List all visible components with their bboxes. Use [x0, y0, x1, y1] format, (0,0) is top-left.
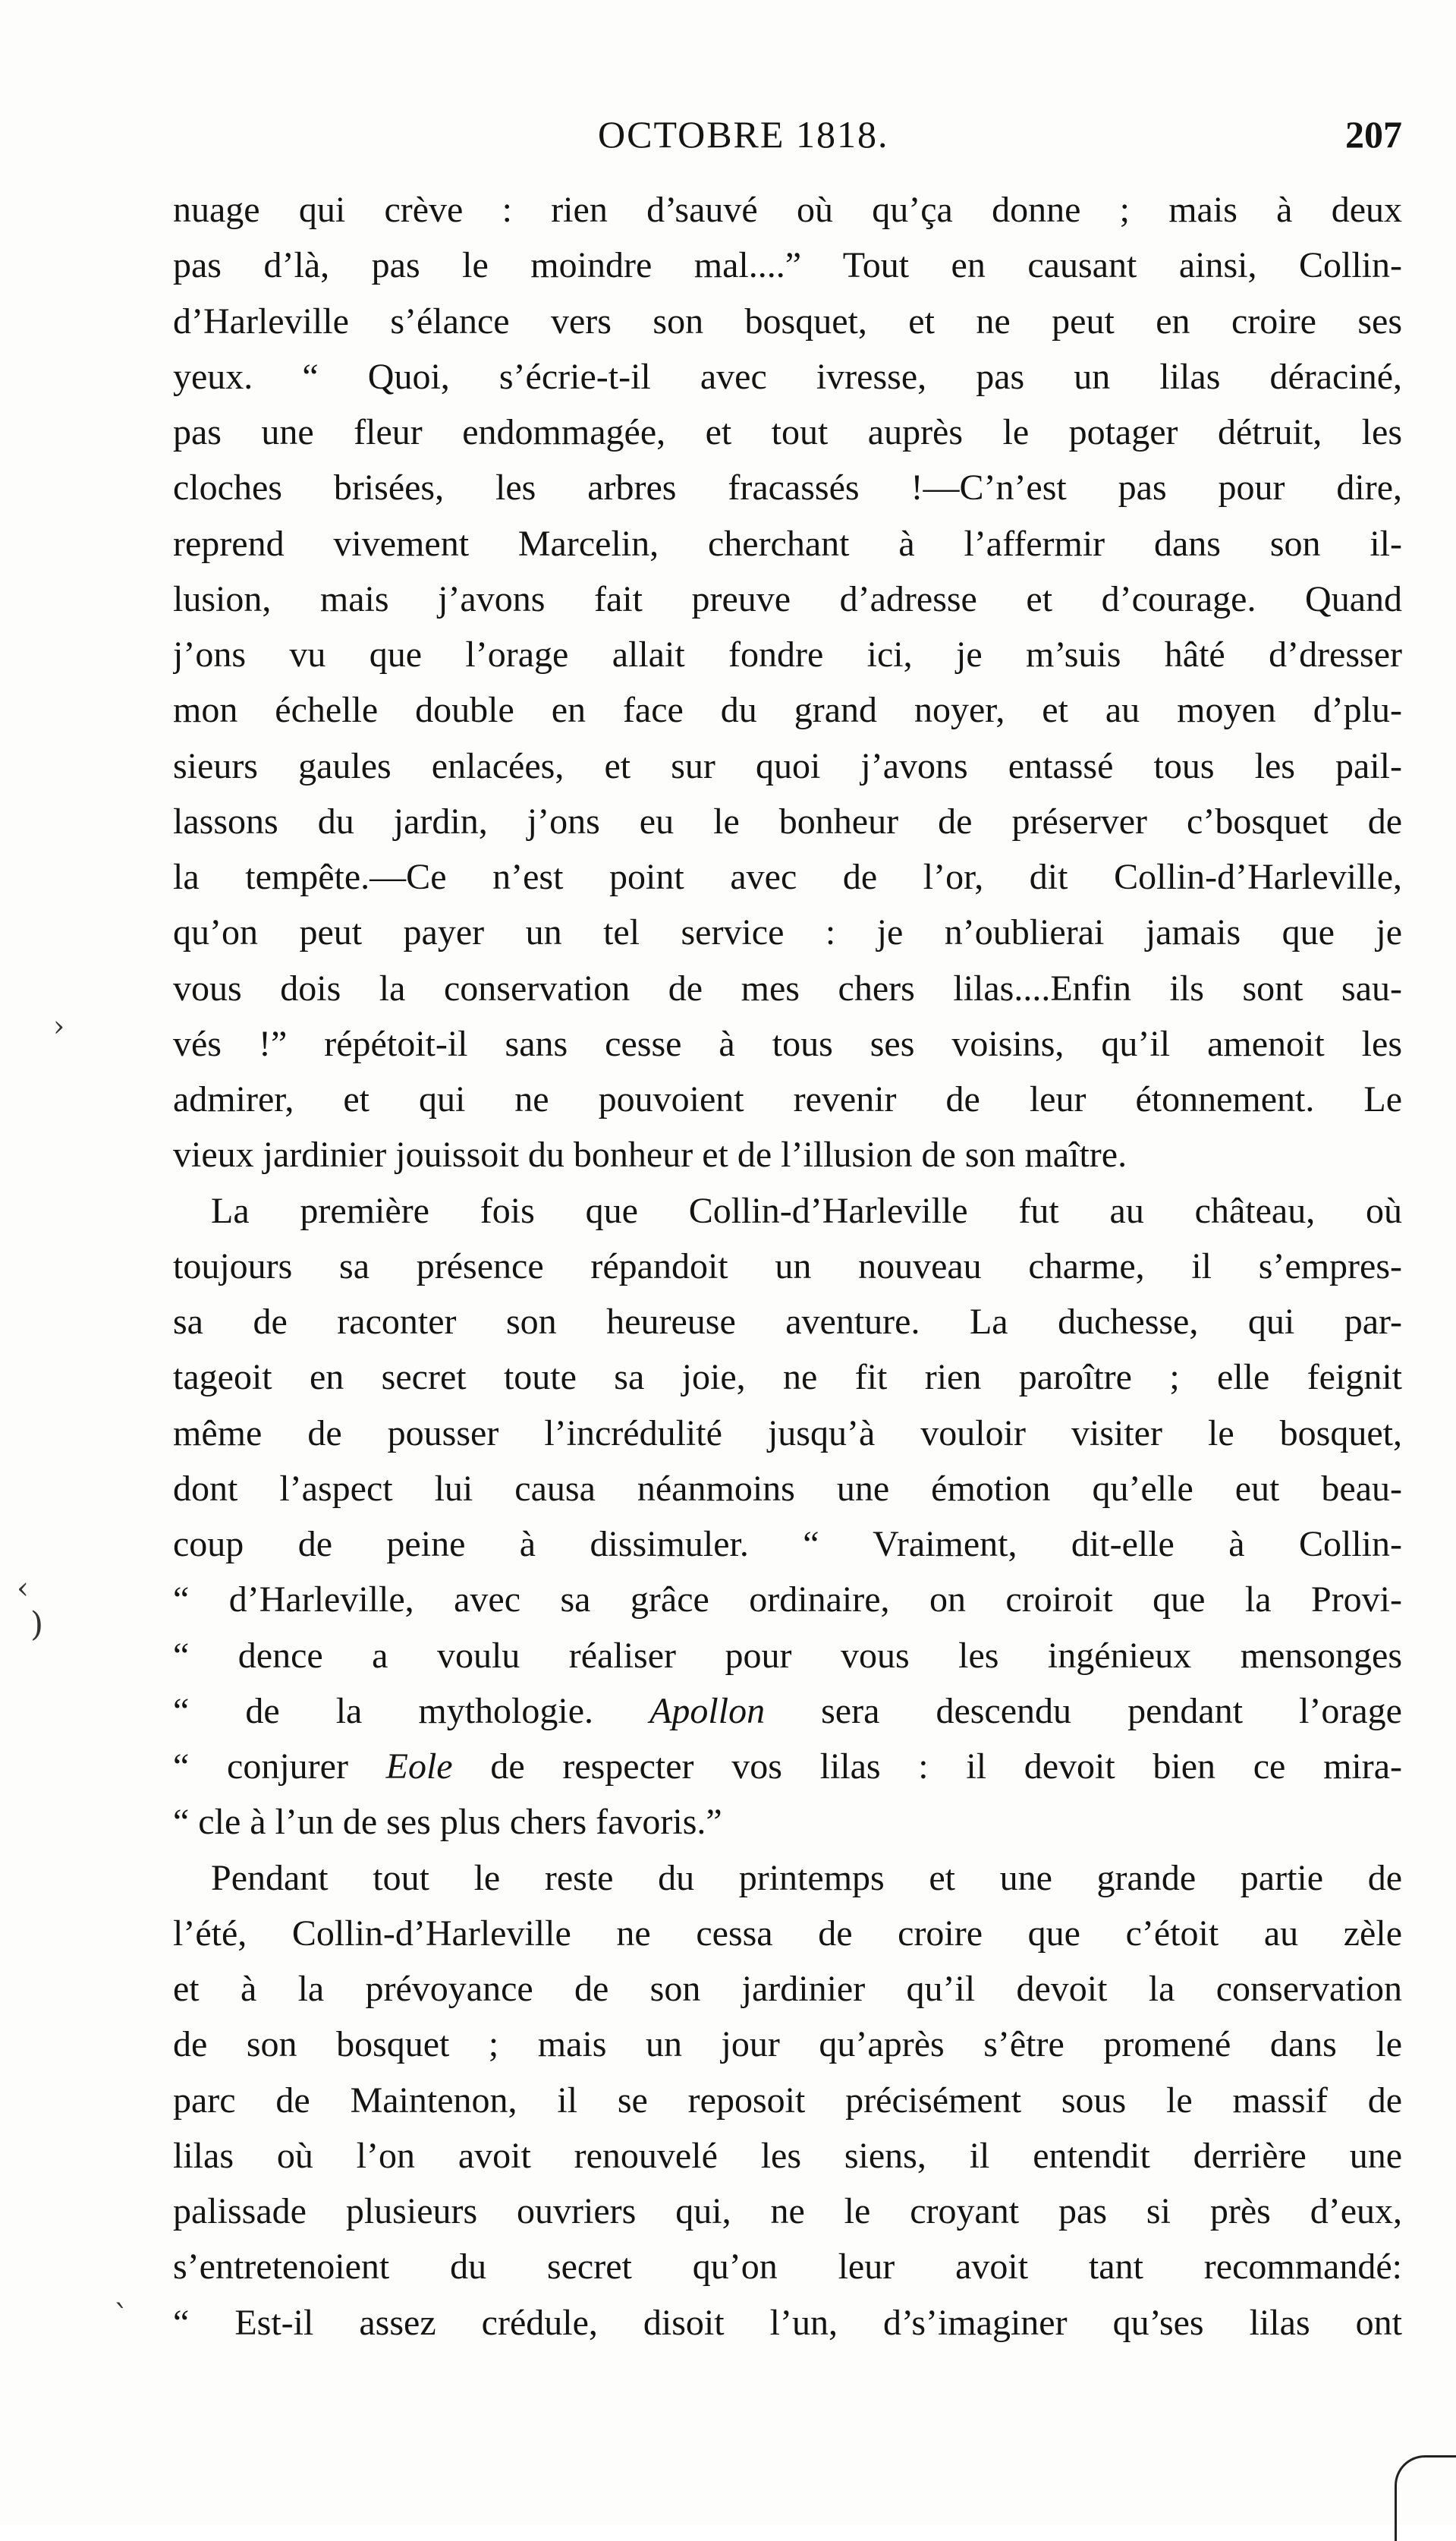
text-line: sieurs gaules enlacées, et sur quoi j’avons entassé tous les pail-: [173, 745, 1402, 786]
page-number: 207: [1345, 113, 1402, 156]
text-line: tageoit en secret toute sa joie, ne fit rien paroître ; elle feignit: [173, 1357, 1402, 1398]
text-line: dont l’aspect lui causa néanmoins une émotion qu’elle eut beau-: [173, 1468, 1402, 1509]
body-text: [173, 182, 1402, 2351]
text-line: j’ons vu que l’orage allait fondre ici, je m’suis hâté d’dresser: [173, 634, 1402, 675]
text-line: sa de raconter son heureuse aventure. La duchesse, qui par-: [173, 1302, 1402, 1342]
text-line: “ Est-il assez crédule, disoit l’un, d’s’imaginer qu’ses lilas ont: [173, 2302, 1402, 2343]
text-line: “ conjurer Eole de respecter vos lilas : il devoit bien ce mira-: [173, 1746, 1402, 1787]
text-line: parc de Maintenon, il se reposoit précisément sous le massif de: [173, 2080, 1402, 2121]
text-line: nuage qui crève : rien d’sauvé où qu’ça donne ; mais à deux: [173, 190, 1402, 230]
text-line: vieux jardinier jouissoit du bonheur et de l’illusion de son maître.: [173, 1135, 1127, 1176]
text-line: vés !” répétoit-il sans cesse à tous ses voisins, qu’il amenoit les: [173, 1023, 1402, 1064]
text-line: pas d’là, pas le moindre mal....” Tout en causant ainsi, Collin-: [173, 245, 1402, 286]
text-line: “ cle à l’un de ses plus chers favoris.”: [173, 1802, 722, 1843]
margin-mark: ›: [53, 1009, 65, 1043]
text-line: même de pousser l’incrédulité jusqu’à vouloir visiter le bosquet,: [173, 1412, 1402, 1453]
text-line: lassons du jardin, j’ons eu le bonheur de préserver c’bosquet de: [173, 801, 1402, 842]
running-title: OCTOBRE 1818.: [598, 113, 889, 156]
text-line: toujours sa présence répandoit un nouveau charme, il s’empres-: [173, 1245, 1402, 1286]
text-line: admirer, et qui ne pouvoient revenir de leur étonnement. Le: [173, 1079, 1402, 1119]
text-line: l’été, Collin-d’Harleville ne cessa de croire que c’étoit au zèle: [173, 1913, 1402, 1954]
text-line: qu’on peut payer un tel service : je n’oublierai jamais que je: [173, 912, 1402, 953]
text-line: mon échelle double en face du grand noyer, et au moyen d’plu-: [173, 690, 1402, 731]
text-line: de son bosquet ; mais un jour qu’après s’être promené dans le: [173, 2024, 1402, 2065]
text-line: La première fois que Collin-d’Harleville fut au château, où: [211, 1190, 1402, 1231]
text-line: la tempête.—Ce n’est point avec de l’or, dit Collin-d’Harleville,: [173, 857, 1402, 897]
text-line: reprend vivement Marcelin, cherchant à l’affermir dans son il-: [173, 523, 1402, 564]
margin-mark: `: [114, 2300, 129, 2335]
text-line: coup de peine à dissimuler. “ Vraiment, dit-elle à Collin-: [173, 1524, 1402, 1564]
text-line: s’entretenoient du secret qu’on leur avoit tant recommandé:: [173, 2247, 1402, 2288]
text-line: “ d’Harleville, avec sa grâce ordinaire, on croiroit que la Provi-: [173, 1579, 1402, 1620]
text-line: “ de la mythologie. Apollon sera descendu pendant l’orage: [173, 1690, 1402, 1731]
margin-mark: ): [30, 1605, 44, 1644]
text-line: vous dois la conservation de mes chers lilas....Enfin ils sont sau-: [173, 968, 1402, 1009]
text-line: yeux. “ Quoi, s’écrie-t-il avec ivresse, pas un lilas déraciné,: [173, 356, 1402, 397]
text-line: palissade plusieurs ouvriers qui, ne le croyant pas si près d’eux,: [173, 2191, 1402, 2231]
margin-mark: ‹: [17, 1571, 29, 1606]
page-curl-mark: [1395, 2455, 1456, 2541]
text-line: d’Harleville s’élance vers son bosquet, et ne peut en croire ses: [173, 301, 1402, 342]
text-line: lusion, mais j’avons fait preuve d’adresse et d’courage. Quand: [173, 578, 1402, 619]
running-header: [173, 112, 1402, 168]
text-line: cloches brisées, les arbres fracassés !—C’n’est pas pour dire,: [173, 468, 1402, 509]
text-line: pas une fleur endommagée, et tout auprès le potager détruit, les: [173, 412, 1402, 452]
text-line: lilas où l’on avoit renouvelé les siens, il entendit derrière une: [173, 2135, 1402, 2176]
text-line: “ dence a voulu réaliser pour vous les ingénieux mensonges: [173, 1635, 1402, 1676]
text-line: Pendant tout le reste du printemps et une grande partie de: [211, 1857, 1402, 1898]
text-line: et à la prévoyance de son jardinier qu’il devoit la conservation: [173, 1969, 1402, 2009]
